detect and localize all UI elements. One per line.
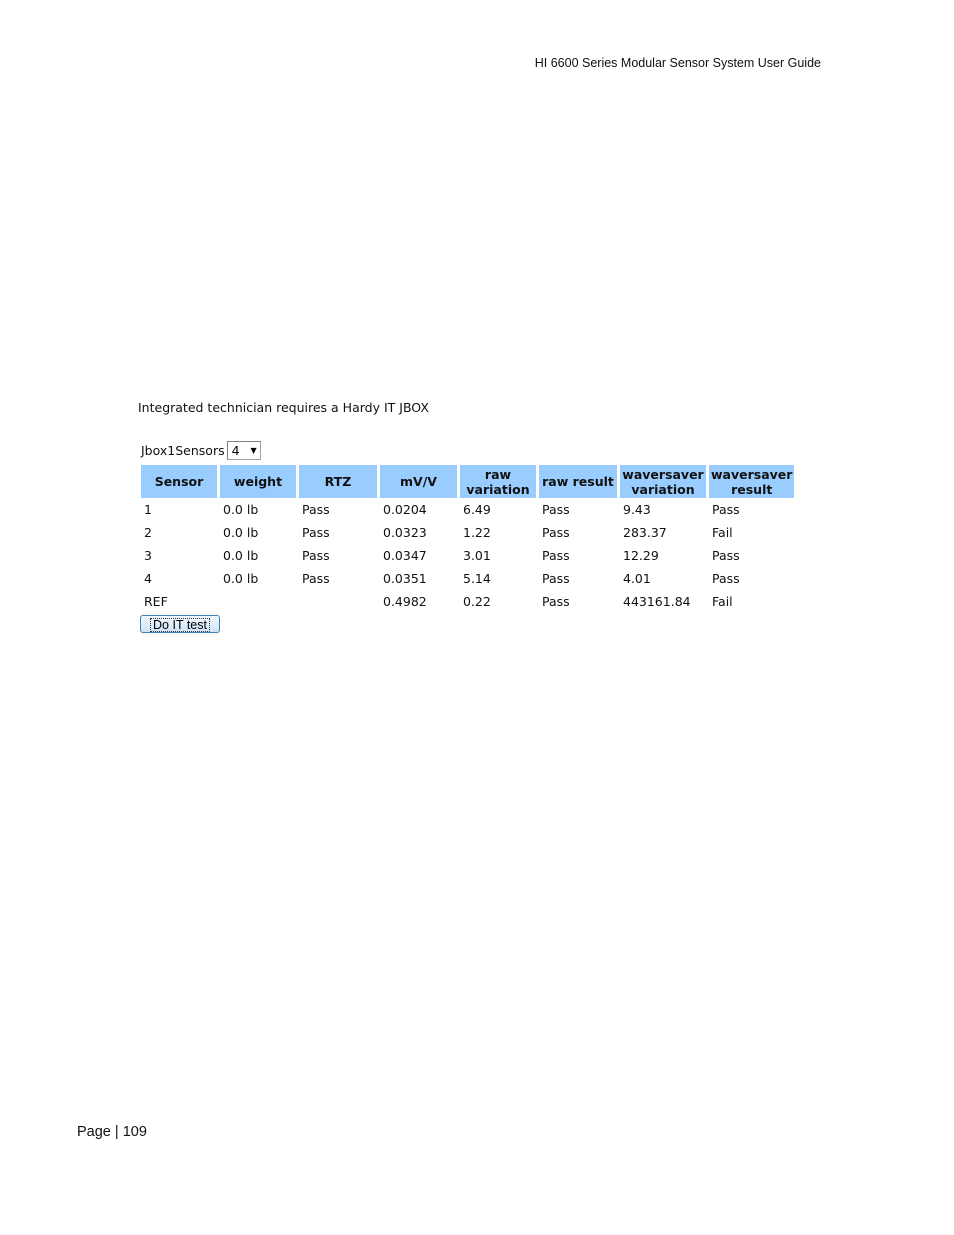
cell: 0.0 lb — [223, 548, 259, 563]
page-header: HI 6600 Series Modular Sensor System User Guide — [534, 56, 821, 70]
table-row — [141, 498, 794, 521]
col-header-mvv: mV/V — [380, 465, 457, 498]
cell: 0.0351 — [383, 571, 427, 586]
cell: 6.49 — [463, 502, 491, 517]
sensors-row — [138, 439, 798, 461]
col-header-waversaver-result: waversaver result — [711, 466, 793, 497]
cell — [220, 590, 296, 613]
table-row — [141, 567, 794, 590]
cell: Pass — [302, 525, 330, 540]
cell: 12.29 — [623, 548, 659, 563]
cell: Pass — [712, 571, 740, 586]
cell: 0.0 lb — [223, 502, 259, 517]
sensors-select[interactable] — [227, 441, 261, 460]
cell: Pass — [542, 502, 570, 517]
col-header-weight: weight — [220, 465, 296, 498]
table-row — [141, 590, 794, 613]
cell: 0.4982 — [383, 594, 427, 609]
table-row — [141, 544, 794, 567]
sensors-select-value: 4 — [231, 442, 240, 458]
do-it-test-button[interactable] — [140, 615, 220, 633]
cell: 1 — [144, 502, 152, 517]
cell: 4.01 — [623, 571, 651, 586]
cell: 3.01 — [463, 548, 491, 563]
cell: Pass — [542, 594, 570, 609]
cell: Pass — [542, 571, 570, 586]
page-number: Page | 109 — [77, 1124, 147, 1140]
cell: 0.0323 — [383, 525, 427, 540]
cell: 283.37 — [623, 525, 667, 540]
cell: 0.0347 — [383, 548, 427, 563]
intro-text: Integrated technician requires a Hardy IT JBOX — [138, 400, 429, 415]
table-row — [141, 521, 794, 544]
cell — [299, 590, 377, 613]
do-it-test-button-label: Do IT test — [150, 618, 210, 632]
cell: Pass — [712, 548, 740, 563]
col-header-raw-variation: raw variation — [460, 465, 536, 498]
cell: Pass — [542, 548, 570, 563]
cell: Pass — [302, 571, 330, 586]
it-test-screen — [138, 399, 798, 633]
it-results-table — [138, 465, 797, 613]
col-header-rtz: RTZ — [299, 465, 377, 498]
cell: 3 — [144, 548, 152, 563]
sensors-label: Jbox1Sensors — [141, 442, 225, 458]
cell: Pass — [302, 502, 330, 517]
cell: Fail — [712, 594, 733, 609]
cell: 0.0204 — [383, 502, 427, 517]
cell: 5.14 — [463, 571, 491, 586]
cell: Pass — [542, 525, 570, 540]
cell: 0.0 lb — [223, 525, 259, 540]
cell: 1.22 — [463, 525, 491, 540]
chevron-down-icon: ▼ — [250, 445, 257, 455]
cell: 4 — [144, 571, 152, 586]
col-header-sensor: Sensor — [141, 465, 217, 498]
cell: 0.22 — [463, 594, 491, 609]
col-header-waversaver-variation: waversaver variation — [620, 465, 706, 498]
cell: Pass — [712, 502, 740, 517]
col-header-raw-result: raw result — [539, 465, 617, 498]
cell: 443161.84 — [623, 594, 691, 609]
cell: REF — [144, 594, 168, 609]
cell: 0.0 lb — [223, 571, 259, 586]
cell: 2 — [144, 525, 152, 540]
cell: Pass — [302, 548, 330, 563]
cell: 9.43 — [623, 502, 651, 517]
cell: Fail — [712, 525, 733, 540]
table-header-row — [141, 465, 794, 498]
